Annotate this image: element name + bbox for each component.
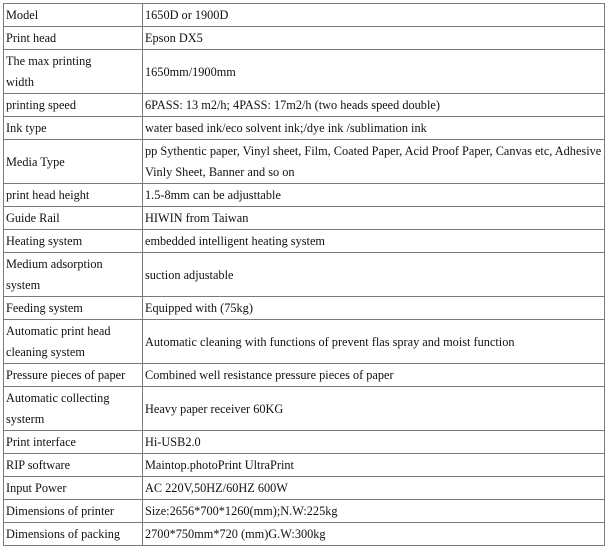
- row-label: Automatic collecting systerm: [4, 387, 143, 431]
- row-label: Guide Rail: [4, 207, 143, 230]
- row-label: Medium adsorption system: [4, 253, 143, 297]
- table-row: [4, 297, 605, 320]
- table-row: [4, 27, 605, 50]
- table-row: [4, 477, 605, 500]
- row-label: printing speed: [4, 94, 143, 117]
- row-value: water based ink/eco solvent ink;/dye ink /sublimation ink: [143, 117, 605, 140]
- row-value: 2700*750mm*720 (mm)G.W:300kg: [143, 523, 605, 546]
- row-label: Media Type: [4, 140, 143, 184]
- table-row: [4, 4, 605, 27]
- table-row: [4, 50, 605, 94]
- table-row: [4, 500, 605, 523]
- row-label: Feeding system: [4, 297, 143, 320]
- row-value: 1.5-8mm can be adjusttable: [143, 184, 605, 207]
- row-label: Print head: [4, 27, 143, 50]
- row-value: Combined well resistance pressure pieces of paper: [143, 364, 605, 387]
- table-row: [4, 207, 605, 230]
- row-value: 1650D or 1900D: [143, 4, 605, 27]
- row-value: AC 220V,50HZ/60HZ 600W: [143, 477, 605, 500]
- row-label: Ink type: [4, 117, 143, 140]
- table-row: [4, 94, 605, 117]
- row-value: Automatic cleaning with functions of prevent flas spray and moist function: [143, 320, 605, 364]
- table-row: [4, 364, 605, 387]
- table-row: [4, 454, 605, 477]
- row-value: pp Sythentic paper, Vinyl sheet, Film, Coated Paper, Acid Proof Paper, Canvas etc, Adhesive Vinly Sheet, Banner and so on: [143, 140, 605, 184]
- row-value: 1650mm/1900mm: [143, 50, 605, 94]
- row-value: Epson DX5: [143, 27, 605, 50]
- table-row: [4, 140, 605, 184]
- row-value: Size:2656*700*1260(mm);N.W:225kg: [143, 500, 605, 523]
- table-row: [4, 184, 605, 207]
- row-value: suction adjustable: [143, 253, 605, 297]
- table-row: [4, 320, 605, 364]
- row-label: Automatic print head cleaning system: [4, 320, 143, 364]
- row-value: HIWIN from Taiwan: [143, 207, 605, 230]
- row-label: RIP software: [4, 454, 143, 477]
- row-label: print head height: [4, 184, 143, 207]
- table-row: [4, 523, 605, 546]
- table-row: [4, 230, 605, 253]
- row-label: Dimensions of printer: [4, 500, 143, 523]
- table-row: [4, 253, 605, 297]
- row-value: Maintop.photoPrint UltraPrint: [143, 454, 605, 477]
- row-value: Equipped with (75kg): [143, 297, 605, 320]
- row-label: Heating system: [4, 230, 143, 253]
- row-label: The max printing width: [4, 50, 143, 94]
- row-label: Pressure pieces of paper: [4, 364, 143, 387]
- table-row: [4, 431, 605, 454]
- row-value: embedded intelligent heating system: [143, 230, 605, 253]
- row-value: Heavy paper receiver 60KG: [143, 387, 605, 431]
- row-label: Dimensions of packing: [4, 523, 143, 546]
- row-label: Input Power: [4, 477, 143, 500]
- row-value: Hi-USB2.0: [143, 431, 605, 454]
- table-row: [4, 387, 605, 431]
- row-label: Model: [4, 4, 143, 27]
- spec-table: [3, 3, 605, 546]
- row-label: Print interface: [4, 431, 143, 454]
- row-value: 6PASS: 13 m2/h; 4PASS: 17m2/h (two heads speed double): [143, 94, 605, 117]
- table-row: [4, 117, 605, 140]
